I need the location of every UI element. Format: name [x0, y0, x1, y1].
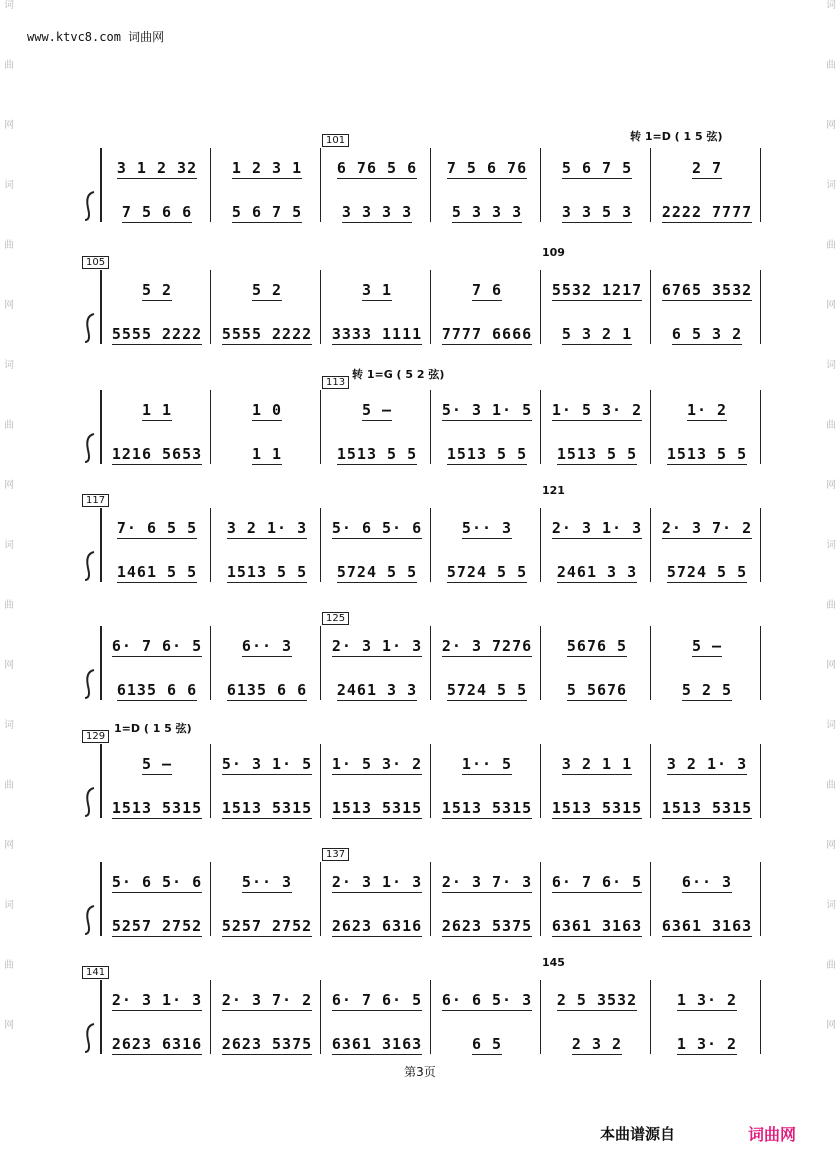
notes: 5676 5 [566, 637, 628, 655]
measure [542, 794, 652, 824]
measure [102, 320, 212, 350]
notes: 6361 3163 [551, 917, 643, 935]
measure [542, 440, 652, 470]
score-system [82, 246, 762, 362]
page-number: 第3页 [404, 1065, 436, 1079]
notes: 5 2 5 [681, 681, 733, 699]
melody-staff [102, 396, 762, 426]
accompaniment-staff [102, 558, 762, 588]
measure [212, 396, 322, 426]
measure [322, 440, 432, 470]
notes: 1513 5315 [221, 799, 313, 817]
measure [322, 514, 432, 544]
measure [432, 912, 542, 942]
brace-icon [82, 270, 96, 344]
notes: 5 2 [141, 281, 173, 299]
measure [212, 514, 322, 544]
measure [432, 514, 542, 544]
notes: 6361 3163 [661, 917, 753, 935]
melody-staff [102, 868, 762, 898]
notes: 1· 5 3· 2 [551, 401, 643, 419]
measure [102, 1030, 212, 1060]
measure [542, 986, 652, 1016]
notes: 6 5 [471, 1035, 503, 1053]
measure [542, 320, 652, 350]
key-change-annotation: 转 1=D ( 1 5 弦) [630, 130, 723, 143]
notes: 7· 6 5 5 [116, 519, 198, 537]
measure [322, 868, 432, 898]
measure [322, 986, 432, 1016]
notes: 6135 6 6 [226, 681, 308, 699]
notes: 2623 5375 [221, 1035, 313, 1053]
measure [212, 1030, 322, 1060]
measure [212, 912, 322, 942]
measure [322, 632, 432, 662]
notes: 5724 5 5 [666, 563, 748, 581]
score-system [82, 368, 762, 482]
system-annotation: 转 1=G ( 5 2 弦) [352, 368, 445, 381]
notes: 1513 5 5 [556, 445, 638, 463]
measure [322, 198, 432, 228]
measure [322, 396, 432, 426]
measure [432, 440, 542, 470]
notes: 7 5 6 6 [121, 203, 193, 221]
notes: 2· 3 7· 2 [661, 519, 753, 537]
notes: 5 3 2 1 [561, 325, 633, 343]
brace-icon [82, 390, 96, 464]
notes: 6765 3532 [661, 281, 753, 299]
measure [322, 794, 432, 824]
accompaniment-staff [102, 912, 762, 942]
notes: 2222 7777 [661, 203, 753, 221]
score-system [82, 613, 762, 718]
notes: 1216 5653 [111, 445, 203, 463]
measure-number: 101 [322, 134, 349, 147]
notes: 5 2 [251, 281, 283, 299]
notes: 3 2 1· 3 [226, 519, 308, 537]
measure [652, 198, 762, 228]
brace-icon [82, 148, 96, 222]
measure [102, 276, 212, 306]
system-annotation: 109 [542, 246, 565, 259]
measure [212, 794, 322, 824]
measure [102, 198, 212, 228]
brace-icon [82, 980, 96, 1054]
notes: 5· 6 5· 6 [331, 519, 423, 537]
measure [102, 912, 212, 942]
notes: 2 5 3532 [556, 991, 638, 1009]
notes: 5· 3 1· 5 [441, 401, 533, 419]
measure [102, 676, 212, 706]
notes: 2· 3 1· 3 [331, 873, 423, 891]
notes: 5 — [361, 401, 393, 419]
notes: 5 — [691, 637, 723, 655]
notes: 1513 5315 [111, 799, 203, 817]
measure [652, 440, 762, 470]
measure [322, 750, 432, 780]
brace-icon [82, 862, 96, 936]
site-logo[interactable]: 词曲网 [748, 1125, 797, 1144]
measure [432, 396, 542, 426]
measure [652, 1030, 762, 1060]
notes: 1513 5315 [661, 799, 753, 817]
melody-staff [102, 632, 762, 662]
measure [322, 676, 432, 706]
notes: 1513 5315 [331, 799, 423, 817]
melody-staff [102, 750, 762, 780]
notes: 7777 6666 [441, 325, 533, 343]
accompaniment-staff [102, 198, 762, 228]
measure [652, 396, 762, 426]
notes: 2· 3 7· 2 [221, 991, 313, 1009]
measure [212, 320, 322, 350]
system-annotation: 145 [542, 956, 565, 969]
measure [432, 154, 542, 184]
measure [212, 198, 322, 228]
measure [652, 794, 762, 824]
notes: 3 2 1 1 [561, 755, 633, 773]
measure-number: 125 [322, 612, 349, 625]
accompaniment-staff [102, 320, 762, 350]
measure [212, 154, 322, 184]
measure [652, 912, 762, 942]
measure-number: 117 [82, 494, 109, 507]
notes: 1 0 [251, 401, 283, 419]
score-system [82, 849, 762, 954]
measure [542, 396, 652, 426]
measure [322, 154, 432, 184]
measure [102, 632, 212, 662]
notes: 1 2 3 1 [231, 159, 303, 177]
measure [542, 276, 652, 306]
notes: 5 6 7 5 [231, 203, 303, 221]
notes: 6361 3163 [331, 1035, 423, 1053]
measure [212, 558, 322, 588]
notes: 6· 7 6· 5 [331, 991, 423, 1009]
measure-number: 137 [322, 848, 349, 861]
notes: 7 5 6 76 [446, 159, 528, 177]
notes: 2623 6316 [331, 917, 423, 935]
melody-staff [102, 514, 762, 544]
notes: 1513 5 5 [336, 445, 418, 463]
notes: 6 76 5 6 [336, 159, 418, 177]
measure [542, 868, 652, 898]
notes: 5257 2752 [111, 917, 203, 935]
measure [212, 868, 322, 898]
melody-staff [102, 276, 762, 306]
notes: 5 6 7 5 [561, 159, 633, 177]
notes: 2461 3 3 [336, 681, 418, 699]
measure [102, 986, 212, 1016]
notes: 2· 3 7· 3 [441, 873, 533, 891]
notes: 2623 6316 [111, 1035, 203, 1053]
measure [542, 632, 652, 662]
notes: 2 7 [691, 159, 723, 177]
measure [102, 396, 212, 426]
notes: 1513 5 5 [446, 445, 528, 463]
notes: 5 3 3 3 [451, 203, 523, 221]
measure [322, 912, 432, 942]
watermark-right: 词 曲 网 词 曲 网 词 曲 网 词 曲 网 词 曲 网 词 曲 网 [826, 0, 836, 1031]
measure [322, 558, 432, 588]
notes: 6 5 3 2 [671, 325, 743, 343]
measure [652, 676, 762, 706]
notes: 2· 3 1· 3 [551, 519, 643, 537]
notes: 5532 1217 [551, 281, 643, 299]
notes: 3 1 [361, 281, 393, 299]
site-header[interactable]: www.ktvc8.com 词曲网 [27, 30, 165, 44]
notes: 5724 5 5 [336, 563, 418, 581]
notes: 1·· 5 [461, 755, 513, 773]
notes: 5 5676 [566, 681, 628, 699]
measure [652, 632, 762, 662]
notes: 1 3· 2 [676, 991, 738, 1009]
notes: 3 3 5 3 [561, 203, 633, 221]
measure [542, 198, 652, 228]
measure [432, 986, 542, 1016]
measure [102, 794, 212, 824]
measure [212, 676, 322, 706]
notes: 2· 3 7276 [441, 637, 533, 655]
notes: 6· 7 6· 5 [111, 637, 203, 655]
notes: 5724 5 5 [446, 681, 528, 699]
notes: 5·· 3 [461, 519, 513, 537]
score-system [82, 956, 762, 1072]
measure [212, 750, 322, 780]
notes: 5724 5 5 [446, 563, 528, 581]
measure-number: 141 [82, 966, 109, 979]
measure [102, 154, 212, 184]
notes: 1513 5315 [441, 799, 533, 817]
system-annotation: 121 [542, 484, 565, 497]
measure [102, 868, 212, 898]
brace-icon [82, 508, 96, 582]
measure [652, 558, 762, 588]
brace-icon [82, 744, 96, 818]
measure [432, 276, 542, 306]
melody-staff [102, 986, 762, 1016]
measure-number: 129 [82, 730, 109, 743]
measure [542, 912, 652, 942]
accompaniment-staff [102, 794, 762, 824]
notes: 1513 5 5 [666, 445, 748, 463]
measure [432, 632, 542, 662]
notes: 6· 7 6· 5 [551, 873, 643, 891]
measure [322, 320, 432, 350]
measure [432, 750, 542, 780]
notes: 3 2 1· 3 [666, 755, 748, 773]
notes: 1 1 [251, 445, 283, 463]
measure [212, 632, 322, 662]
brace-icon [82, 626, 96, 700]
notes: 1 1 [141, 401, 173, 419]
notes: 1· 5 3· 2 [331, 755, 423, 773]
notes: 3 3 3 3 [341, 203, 413, 221]
measure [652, 514, 762, 544]
notes: 6·· 3 [681, 873, 733, 891]
measure [102, 514, 212, 544]
watermark-left: 词 曲 网 词 曲 网 词 曲 网 词 曲 网 词 曲 网 词 曲 网 [4, 0, 14, 1031]
measure [652, 868, 762, 898]
measure [652, 320, 762, 350]
system-annotation: 1=D ( 1 5 弦) [114, 722, 192, 735]
measure [652, 154, 762, 184]
measure [652, 276, 762, 306]
measure [652, 750, 762, 780]
measure [432, 320, 542, 350]
notes: 1 3· 2 [676, 1035, 738, 1053]
measure [432, 558, 542, 588]
melody-staff [102, 154, 762, 184]
measure [212, 440, 322, 470]
notes: 1513 5315 [551, 799, 643, 817]
measure [432, 676, 542, 706]
notes: 5· 3 1· 5 [221, 755, 313, 773]
notes: 6·· 3 [241, 637, 293, 655]
notes: 6· 6 5· 3 [441, 991, 533, 1009]
measure [102, 558, 212, 588]
accompaniment-staff [102, 1030, 762, 1060]
measure [432, 198, 542, 228]
notes: 6135 6 6 [116, 681, 198, 699]
notes: 5257 2752 [221, 917, 313, 935]
notes: 1461 5 5 [116, 563, 198, 581]
measure [432, 1030, 542, 1060]
measure [542, 676, 652, 706]
notes: 3333 1111 [331, 325, 423, 343]
source-label: 本曲谱源自 [600, 1125, 676, 1143]
measure [542, 558, 652, 588]
score-system [82, 722, 762, 836]
accompaniment-staff [102, 440, 762, 470]
measure [102, 440, 212, 470]
notes: 2 3 2 [571, 1035, 623, 1053]
notes: 2623 5375 [441, 917, 533, 935]
measure [212, 986, 322, 1016]
notes: 5555 2222 [221, 325, 313, 343]
measure [542, 154, 652, 184]
notes: 5·· 3 [241, 873, 293, 891]
measure [542, 750, 652, 780]
notes: 5555 2222 [111, 325, 203, 343]
measure-number: 113 [322, 376, 349, 389]
measure [432, 868, 542, 898]
measure-number: 105 [82, 256, 109, 269]
measure [322, 276, 432, 306]
notes: 7 6 [471, 281, 503, 299]
measure [102, 750, 212, 780]
score-system [82, 484, 762, 600]
measure [542, 1030, 652, 1060]
notes: 2461 3 3 [556, 563, 638, 581]
measure [322, 1030, 432, 1060]
notes: 2· 3 1· 3 [111, 991, 203, 1009]
notes: 1· 2 [686, 401, 728, 419]
notes: 2· 3 1· 3 [331, 637, 423, 655]
measure [652, 986, 762, 1016]
notes: 3 1 2 32 [116, 159, 198, 177]
measure [542, 514, 652, 544]
measure [432, 794, 542, 824]
notes: 1513 5 5 [226, 563, 308, 581]
notes: 5· 6 5· 6 [111, 873, 203, 891]
accompaniment-staff [102, 676, 762, 706]
notes: 5 — [141, 755, 173, 773]
measure [212, 276, 322, 306]
